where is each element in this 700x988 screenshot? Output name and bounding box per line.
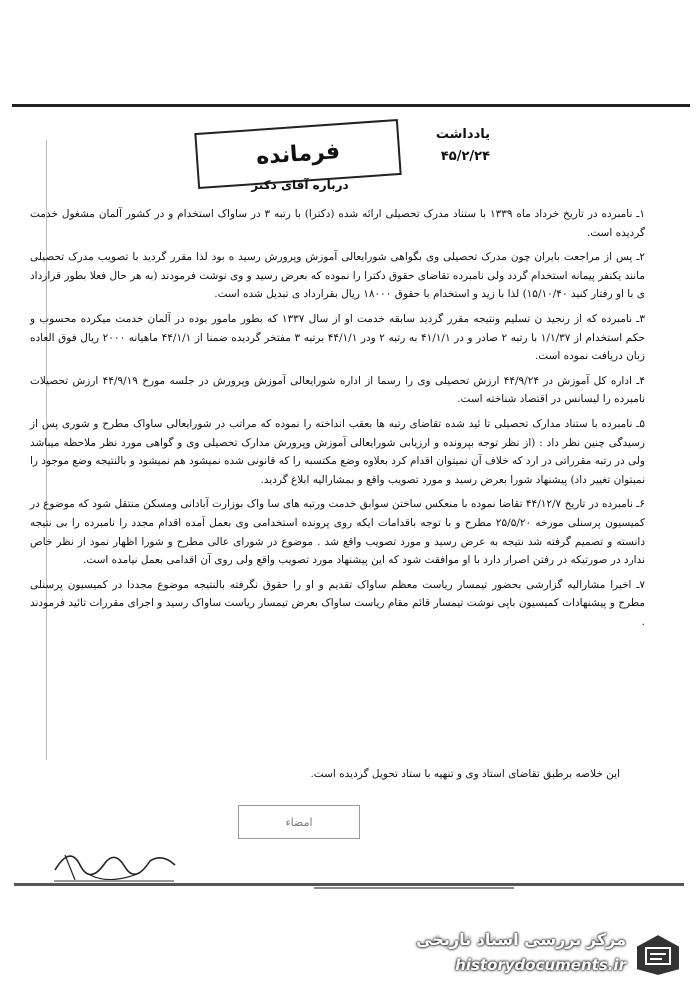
paragraph-1: ۱ـ نامبرده در تاریخ خرداد ماه ۱۳۳۹ با ستناد مدرک تحصیلی ارائه شده (دکترا) با رتبه ۳ در ساواک استخدام و در کشور آلمان مشغول خدمت گردیده است.	[30, 208, 645, 239]
scan-noise-strip	[14, 878, 684, 892]
paragraph-6: ۶ـ نامبرده در تاریخ ۴۴/۱۲/۷ تقاضا نموده با منعکس ساختن سوابق خدمت ورتبه های سا واک بوزارت آبادانی ومسکن منتقل شود که موضوع در کمیسیون پرسنلی مورخه ۲۵/۵/۲۰ مطرح و با توجه باقدامات ایکه روی پرونده استخدامی وی بعمل آمده اقدام مجدد را نامبرده را بی نتیجه دانسته و تصمیم گرفته شد نتیجه به عرض رسید و مورد تصویب واقع شد . موضوع در شورای عالی مطرح و شورا اظهار نمود از نظر خاص ندارد در صورتیکه در رفتن اصرار دارد با او موافقت شود که این پیشنهاد مورد تصویب واقع ولی روی آن اقدامی بعمل نیامده است.	[30, 498, 646, 567]
paragraph-5: ۵ـ نامبرده با ستناد مدارک تحصیلی تا ئید شده تقاضای رتبه ها بعقب انداخته را نموده که مراتب در شورایعالی ساواک مطرح و شوری پس از رسیدگی چنین نظر داد : (از نظر توجه بپرونده و ارزیابی شورایعالی آموزش وپرورش مدارک تحصیلی وی و گواهی مورد نظر ملاحظه میباشد ولی در رتبه مقرراتی در ارد که خلاف آن نمیتوان اقدام کرد بعلاوه وضع مکتسبه را که قانونی شده نمیشود هم نمیشود و بالنتیجه وضع موجود را نمیتوان تغییر داد) پیشنهاد شورا بعرض رسید و مورد تصویب واقع و بمشارالیه ابلاغ گردید.	[30, 417, 645, 486]
summary-line: این خلاصه برطبق تقاضای استاد وی و تنهیه با ستاد تحویل گردیده است.	[310, 768, 620, 780]
stamp-title: فرمانده	[255, 138, 341, 170]
paragraph-7: ۷ـ اخیرا مشارالیه گزارشی بحضور تیمسار ریاست معظم ساواک تقدیم و او را حقوق نگرفته بالنتیجه موضوع مجددا در کمیسیون پرسنلی مطرح و پیشنهادات کمیسیون باپی نوشت تیمسار قائم مقام ریاست ساواک بعرض تیمسار ریاست ساواک رسید و اجرای مقررات تائید فرمودند .	[30, 578, 645, 628]
top-border-line	[12, 104, 690, 107]
note-date: ۴۵/۲/۲۴	[440, 149, 490, 164]
stamp-subtitle: درباره آقای دکتر	[251, 178, 349, 192]
note-label: یادداشت	[435, 127, 490, 142]
watermark-title: مرکز بررسی اسناد تاریخی	[416, 930, 626, 949]
archive-logo-icon	[632, 932, 684, 978]
paragraph-3: ۳ـ نامبرده که از رنجید ن تسلیم ونتیجه مقرر گردید سابقه خدمت او از سال ۱۳۳۷ که بطور مامور بوده در آلمان خدمت میکرده محسوب و حکم استخدام از ۱/۱/۳۷ با رتبه ۲ صادر و در ۴۱/۱/۱ به رتبه ۲ ودر ۴۴/۱/۱ برتبه ۳ مفتخر گردیده ضمنا از ۴۴/۱/۱ ماهیانه ۲۰۰۰ ریال فوق العاده زبان دریافت نموده است.	[30, 312, 645, 363]
paragraph-4: ۴ـ اداره کل آموزش در ۴۴/۹/۲۴ ارزش تحصیلی وی را رسما از اداره شورایعالی آموزش وپرورش در جلسه مورخ ۴۴/۹/۱۹ ارزش تحصیلات نامبرده را لیسانس در اقتصاد شناخته است.	[30, 374, 645, 406]
document-body	[30, 205, 645, 637]
signature-box: امضاء	[238, 805, 360, 839]
watermark-url: historydocuments.ir	[455, 956, 626, 974]
paragraph-2: ۲ـ پس از مراجعت بایران چون مدرک تحصیلی وی بگواهی شورایعالی آموزش وپرورش رسید ه بود لذا مقرر گردید با تصویب مدرک تحصیلی مانند یکنفر پیمانه استخدام گردد ولی نامبرده تقاضای حقوق دکترا را نموده که بعرض رسید و وی نوشت فرمودند (به هر حال فعلا بطور قرارداد ی با او رفتار کنید ۱۵/۱۰/۴۰) لذا با زید و استخدام با حقوق ۱۸۰۰۰ ریال بقرارداد ی تبدیل شده است.	[30, 251, 645, 301]
